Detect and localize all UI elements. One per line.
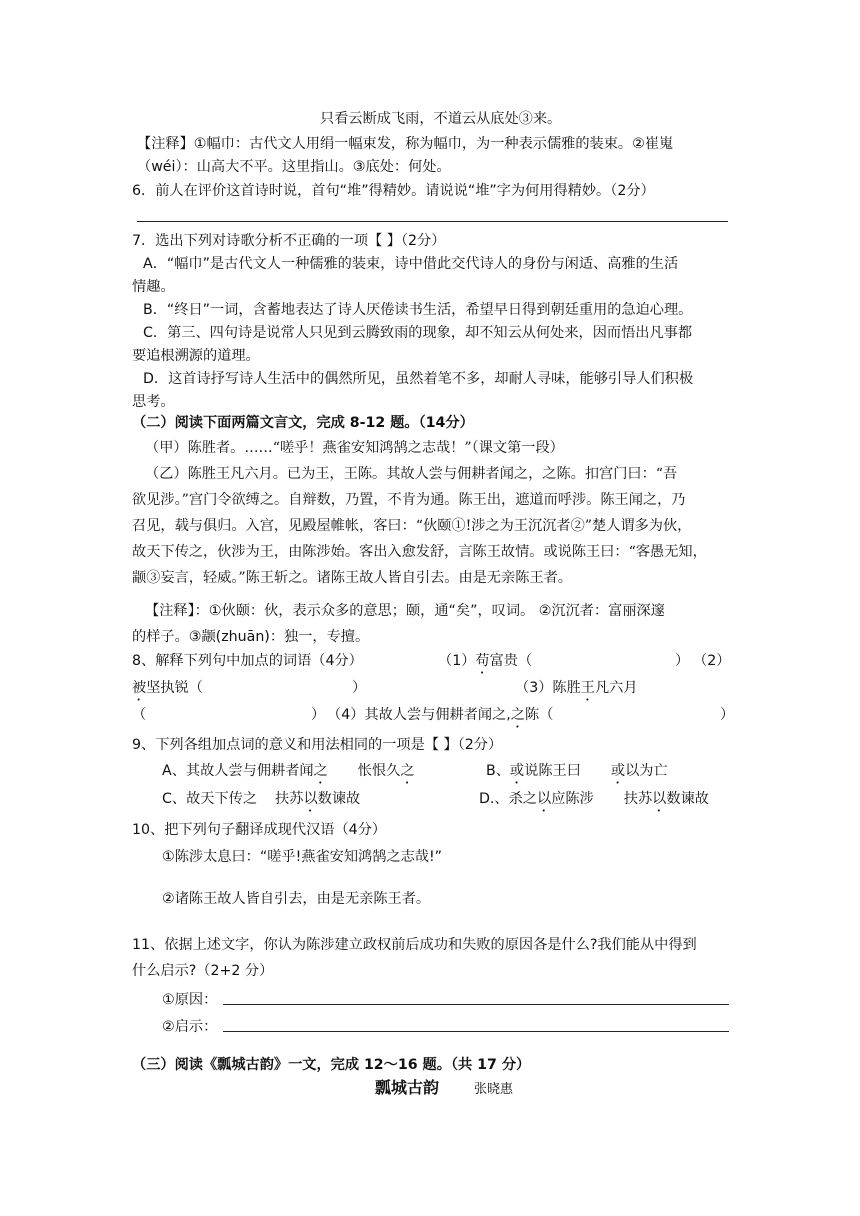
question-7: 7．选出下列对诗歌分析不正确的一项【 】（2分） <box>132 233 446 249</box>
q11-lesson-label: ②启示： <box>162 1019 218 1035</box>
q8-item-1-close: ） <box>675 653 690 669</box>
q9-option-a: A、其故人尝与佣耕者闻之 怅恨久之 <box>162 763 415 779</box>
q8-item-3: （3）陈胜王凡六月 <box>515 680 638 696</box>
answer-line-reason[interactable] <box>223 1004 729 1005</box>
passage-yi-line-1: （乙）陈胜王凡六月。已为王，王陈。其故人尝与佣耕者闻之，之陈。扣宫门曰：“吾 <box>145 466 678 482</box>
q7-option-a-line-2: 情趣。 <box>132 279 175 295</box>
question-8: 8、解释下列句中加点的词语（4分） <box>132 653 363 669</box>
q7-option-c-line-2: 要追根溯源的道理。 <box>132 348 260 364</box>
q9-option-b: B、或说陈王曰 或以为亡 <box>486 763 668 779</box>
q11-reason-label: ①原因： <box>162 992 218 1008</box>
q8-item-1: （1）苟富贵（ <box>438 653 533 669</box>
answer-line-lesson[interactable] <box>223 1031 729 1032</box>
question-6: 6．前人在评价这首诗时说，首句“堆”得精妙。请说说“堆”字为何用得精妙。（2分） <box>132 183 655 199</box>
poem-last-line: 只看云断成飞雨，不道云从底处③来。 <box>320 111 562 127</box>
passage-jia: （甲）陈胜者。……“嗟乎！燕雀安知鸿鹄之志哉！”（课文第一段） <box>145 440 564 456</box>
question-9: 9、下列各组加点词的意义和用法相同的一项是【 】（2分） <box>132 737 503 753</box>
dotted-word: 以 <box>537 791 552 807</box>
poem-notes-line-2: （wéi）：山高大不平。这里指山。③底处：何处。 <box>137 159 451 175</box>
dotted-word: 或 <box>610 763 626 779</box>
q9-option-d: D.、杀之以应陈涉 扶苏以数谏故 <box>479 791 709 807</box>
q8-item-3-open: （ <box>132 707 147 723</box>
q10-sentence-2: ②诸陈王故人皆自引去，由是无亲陈王者。 <box>162 891 431 907</box>
question-11-line-2: 什么启示?（2+2 分） <box>132 963 274 979</box>
q7-option-a-line-1: A．“幅巾”是古代文人一种儒雅的装束，诗中借此交代诗人的身份与闲适、高雅的生活 <box>143 256 679 272</box>
q8-item-4: （4）其故人尝与佣耕者闻之,之陈（ <box>327 707 554 723</box>
dotted-word: 之 <box>510 707 525 723</box>
q8-item-3-close: ） <box>311 707 326 723</box>
passage-yi-line-4: 故天下传之，伙涉为王，由陈涉始。客出入愈发舒，言陈王故情。或说陈王曰：“客愚无知， <box>132 544 707 560</box>
q9-option-c: C、故天下传之 扶苏以数谏故 <box>162 791 361 807</box>
dotted-word: 以 <box>303 791 318 807</box>
q7-option-c-line-1: C．第三、四句诗是说常人只见到云腾致雨的现象，却不知云从何处来，因而悟出凡事都 <box>143 325 693 341</box>
answer-line-q6[interactable] <box>137 221 728 222</box>
passage-notes-line-1: 【注释】：①伙颐：伙，表示众多的意思；颐，通“矣”，叹词。 ②沉沉者：富丽深邃 <box>145 603 665 619</box>
section-3-heading: （三）阅读《瓢城古韵》一文，完成 12～16 题。（共 17 分） <box>132 1057 531 1073</box>
dotted-word: 之 <box>400 763 415 779</box>
question-11-line-1: 11、依据上述文字，你认为陈涉建立政权前后成功和失败的原因各是什么?我们能从中得到 <box>132 937 697 953</box>
article-title: 瓢城古韵 <box>375 1078 440 1097</box>
passage-yi-line-5: 颛③妄言，轻威。”陈王斩之。诸陈王故人皆自引去。由是无亲陈王者。 <box>132 570 572 586</box>
article-author: 张晓惠 <box>474 1082 514 1097</box>
dotted-word: 或 <box>509 763 525 779</box>
q7-option-d-line-2: 思考。 <box>132 394 175 410</box>
q7-option-d-line-1: D．这首诗抒写诗人生活中的偶然所见，虽然着笔不多，却耐人寻味，能够引导人们积极 <box>143 371 694 387</box>
poem-notes-line-1: 【注释】①幅巾：古代文人用绢一幅束发，称为幅巾，为一种表示儒雅的装束。②崔嵬 <box>137 136 674 152</box>
q8-item-2-close: ） <box>352 680 367 696</box>
question-10: 10、把下列句子翻译成现代汉语（4分） <box>132 822 387 838</box>
passage-yi-line-2: 欲见涉。”宫门令欲缚之。自辩数，乃置，不肯为通。陈王出，遮道而呼涉。陈王闻之，乃 <box>132 492 686 508</box>
dotted-word: 以 <box>652 791 667 807</box>
section-2-heading: （二）阅读下面两篇文言文，完成 8-12 题。（14分） <box>132 415 474 431</box>
passage-notes-line-2: 的样子。③颛(zhuān)：独一，专擅。 <box>132 629 370 645</box>
q8-item-2-number: （2） <box>693 653 731 669</box>
q8-item-2: 被坚执锐（ <box>132 680 203 696</box>
dotted-word: 被 <box>132 680 147 696</box>
q8-item-4-close: ） <box>720 707 735 723</box>
q10-sentence-1: ①陈涉太息曰：“嗟乎!燕雀安知鸿鹄之志哉!” <box>162 849 442 865</box>
dotted-word: 之 <box>313 763 328 779</box>
dotted-word: 王 <box>580 680 595 696</box>
passage-yi-line-3: 召见，载与俱归。入宫，见殿屋帷帐，客曰：“伙颐①!涉之为王沉沉者②”楚人谓多为伙， <box>132 518 692 534</box>
dotted-word: 苟 <box>475 653 490 669</box>
q7-option-b: B．“终日”一词，含蓄地表达了诗人厌倦读书生活，希望早日得到朝廷重用的急迫心理。 <box>143 302 693 318</box>
